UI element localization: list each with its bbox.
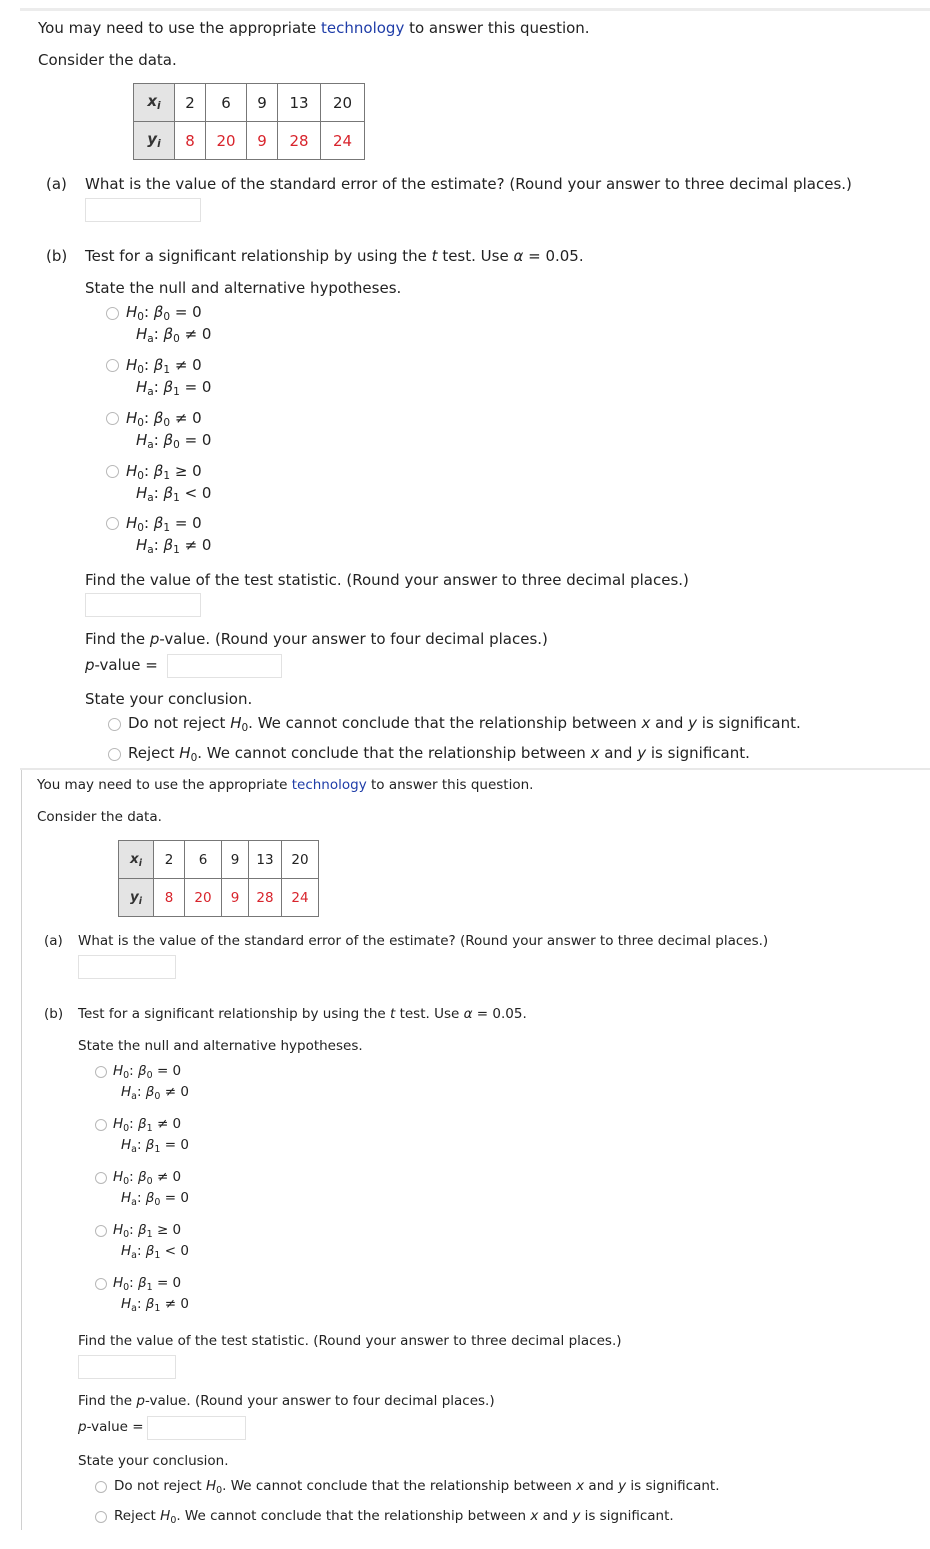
hypothesis-option-1-ha: $H_a$: $\beta_0 \ne 0$ xyxy=(136,325,212,346)
y-cell: 20 xyxy=(206,122,247,160)
p-value-label: p-value = xyxy=(78,1419,144,1435)
x-cell: 2 xyxy=(154,841,185,879)
conclusion-option-1-label: Do not reject $H_0$. We cannot conclude that the relationship between x and y is significant. xyxy=(114,1478,720,1496)
hypothesis-option-1-ha: $H_a$: $\beta_0 \ne 0$ xyxy=(121,1084,189,1102)
p-value-question: Find the p-value. (Round your answer to four decimal places.) xyxy=(85,630,548,648)
hypothesis-option-2-radio[interactable] xyxy=(106,359,119,372)
y-cell: 24 xyxy=(282,879,319,917)
conclusion-option-2-label: Reject $H_0$. We cannot conclude that the relationship between x and y is significant. xyxy=(128,744,750,765)
hypothesis-option-5-ha: $H_a$: $\beta_1 \ne 0$ xyxy=(136,536,212,557)
x-cell: 20 xyxy=(321,84,365,122)
y-cell: 24 xyxy=(321,122,365,160)
test-statistic-input[interactable] xyxy=(78,1355,176,1379)
hypothesis-option-1-radio[interactable] xyxy=(95,1066,107,1078)
data-table xyxy=(118,840,319,917)
state-hypotheses-text: State the null and alternative hypotheses. xyxy=(85,279,402,297)
hypothesis-option-5-ha: $H_a$: $\beta_1 \ne 0$ xyxy=(121,1296,189,1314)
data-table xyxy=(133,83,365,160)
question-panel-2 xyxy=(0,770,930,1549)
hypothesis-option-2-h0: $H_0$: $\beta_1 \ne 0$ xyxy=(126,356,202,377)
hypothesis-option-4-ha: $H_a$: $\beta_1 < 0$ xyxy=(121,1243,189,1261)
hypothesis-option-5-h0: $H_0$: $\beta_1 = 0$ xyxy=(113,1275,182,1293)
test-statistic-question: Find the value of the test statistic. (Round your answer to three decimal places.) xyxy=(78,1333,622,1349)
x-cell: 2 xyxy=(175,84,206,122)
hypothesis-option-4-h0: $H_0$: $\beta_1 \ge 0$ xyxy=(126,462,202,483)
question-panel-1 xyxy=(0,0,930,768)
hypothesis-option-5-h0: $H_0$: $\beta_1 = 0$ xyxy=(126,514,202,535)
hypothesis-option-5-radio[interactable] xyxy=(95,1278,107,1290)
y-cell: 20 xyxy=(185,879,222,917)
hypothesis-option-3-radio[interactable] xyxy=(106,412,119,425)
hypothesis-option-4-ha: $H_a$: $\beta_1 < 0$ xyxy=(136,484,212,505)
y-cell: 9 xyxy=(247,122,278,160)
standard-error-input[interactable] xyxy=(78,955,176,979)
x-cell: 9 xyxy=(222,841,249,879)
conclusion-option-2-radio[interactable] xyxy=(108,748,121,761)
y-cell: 9 xyxy=(222,879,249,917)
y-header: $y_i$ xyxy=(134,122,175,160)
hypothesis-option-2-radio[interactable] xyxy=(95,1119,107,1131)
conclusion-question: State your conclusion. xyxy=(85,690,253,708)
part-a-question: What is the value of the standard error of the estimate? (Round your answer to three decimal places.) xyxy=(85,175,852,193)
x-cell: 6 xyxy=(185,841,222,879)
part-b-label: (b) xyxy=(46,247,68,265)
state-hypotheses-text: State the null and alternative hypotheses. xyxy=(78,1038,363,1054)
part-a-question: What is the value of the standard error of the estimate? (Round your answer to three decimal places.) xyxy=(78,933,769,949)
intro-text: You may need to use the appropriate technology to answer this question. xyxy=(37,777,534,793)
conclusion-option-1-label: Do not reject $H_0$. We cannot conclude that the relationship between x and y is significant. xyxy=(128,714,801,735)
conclusion-option-1-radio[interactable] xyxy=(95,1481,107,1493)
hypothesis-option-1-h0: $H_0$: $\beta_0 = 0$ xyxy=(113,1063,182,1081)
y-cell: 8 xyxy=(175,122,206,160)
p-value-question: Find the p-value. (Round your answer to four decimal places.) xyxy=(78,1393,495,1409)
part-a-label: (a) xyxy=(46,175,67,193)
consider-text: Consider the data. xyxy=(37,809,162,825)
hypothesis-option-4-radio[interactable] xyxy=(95,1225,107,1237)
table-row-x xyxy=(134,84,365,122)
part-b-question: Test for a significant relationship by using the t test. Use α = 0.05. xyxy=(78,1006,527,1022)
x-header: $x_i$ xyxy=(119,841,154,879)
part-b-question: Test for a significant relationship by using the t test. Use α = 0.05. xyxy=(85,247,584,265)
hypothesis-option-3-h0: $H_0$: $\beta_0 \ne 0$ xyxy=(126,409,202,430)
table-row-x xyxy=(119,841,319,879)
hypothesis-option-5-radio[interactable] xyxy=(106,517,119,530)
table-row-y xyxy=(134,122,365,160)
hypothesis-option-2-h0: $H_0$: $\beta_1 \ne 0$ xyxy=(113,1116,182,1134)
test-statistic-input[interactable] xyxy=(85,593,201,617)
p-value-label: p-value = xyxy=(85,656,158,674)
part-b-label: (b) xyxy=(44,1006,64,1022)
p-value-input[interactable] xyxy=(147,1416,246,1440)
hypothesis-option-3-radio[interactable] xyxy=(95,1172,107,1184)
x-cell: 13 xyxy=(249,841,282,879)
x-header: $x_i$ xyxy=(134,84,175,122)
intro-text: You may need to use the appropriate technology to answer this question. xyxy=(38,19,590,37)
hypothesis-option-1-h0: $H_0$: $\beta_0 = 0$ xyxy=(126,303,202,324)
hypothesis-option-2-ha: $H_a$: $\beta_1 = 0$ xyxy=(136,378,212,399)
test-statistic-question: Find the value of the test statistic. (Round your answer to three decimal places.) xyxy=(85,571,689,589)
x-cell: 6 xyxy=(206,84,247,122)
hypothesis-option-1-radio[interactable] xyxy=(106,307,119,320)
conclusion-option-1-radio[interactable] xyxy=(108,718,121,731)
hypothesis-option-2-ha: $H_a$: $\beta_1 = 0$ xyxy=(121,1137,189,1155)
y-cell: 28 xyxy=(249,879,282,917)
conclusion-question: State your conclusion. xyxy=(78,1453,229,1469)
hypothesis-option-3-ha: $H_a$: $\beta_0 = 0$ xyxy=(136,431,212,452)
consider-text: Consider the data. xyxy=(38,51,177,69)
hypothesis-option-3-ha: $H_a$: $\beta_0 = 0$ xyxy=(121,1190,189,1208)
y-cell: 8 xyxy=(154,879,185,917)
technology-link[interactable]: technology xyxy=(291,777,367,793)
hypothesis-option-4-radio[interactable] xyxy=(106,465,119,478)
x-cell: 9 xyxy=(247,84,278,122)
part-a-label: (a) xyxy=(44,933,63,949)
technology-link[interactable]: technology xyxy=(321,19,405,37)
hypothesis-option-4-h0: $H_0$: $\beta_1 \ge 0$ xyxy=(113,1222,182,1240)
conclusion-option-2-label: Reject $H_0$. We cannot conclude that the relationship between x and y is significant. xyxy=(114,1508,674,1526)
y-cell: 28 xyxy=(278,122,321,160)
standard-error-input[interactable] xyxy=(85,198,201,222)
conclusion-option-2-radio[interactable] xyxy=(95,1511,107,1523)
p-value-input[interactable] xyxy=(167,654,282,678)
table-row-y xyxy=(119,879,319,917)
x-cell: 13 xyxy=(278,84,321,122)
y-header: $y_i$ xyxy=(119,879,154,917)
x-cell: 20 xyxy=(282,841,319,879)
hypothesis-option-3-h0: $H_0$: $\beta_0 \ne 0$ xyxy=(113,1169,182,1187)
